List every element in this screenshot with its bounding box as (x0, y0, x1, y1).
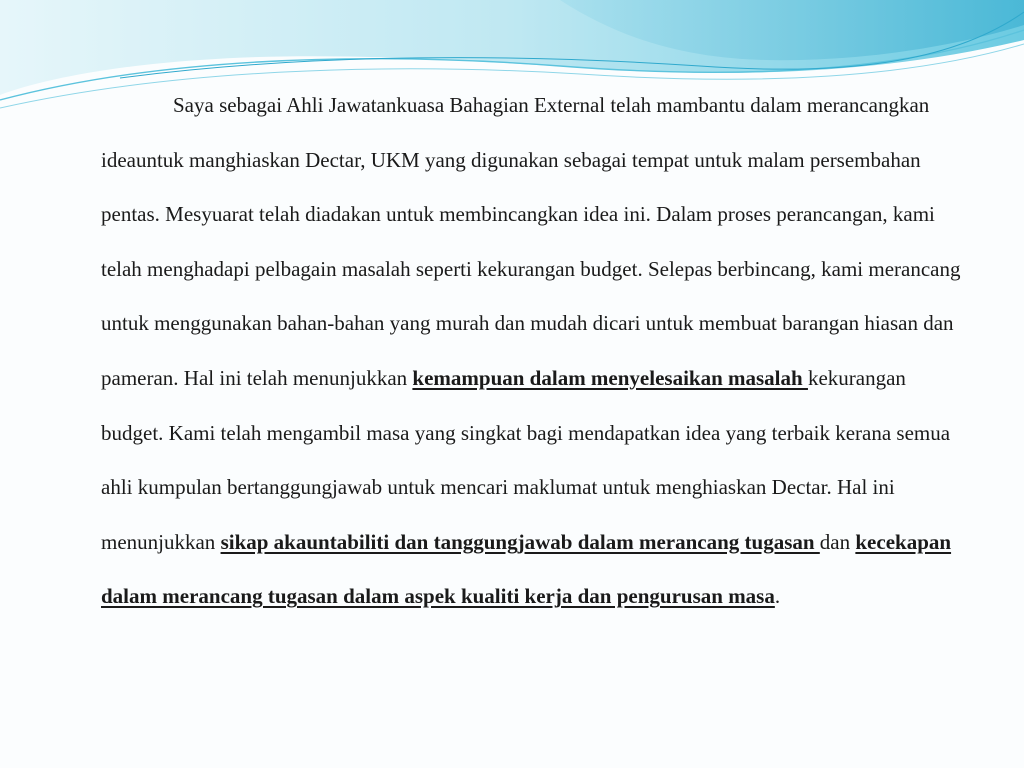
body-paragraph (101, 78, 971, 624)
emphasis-accountability: sikap akauntabiliti dan tanggungjawab dalam merancang tugasan (220, 529, 820, 554)
emphasis-efficiency: kecekapan dalam merancang tugasan dalam aspek kualiti kerja dan pengurusan masa (101, 529, 952, 609)
emphasis-problem-solving: kemampuan dalam menyelesaikan masalah (412, 365, 808, 390)
text-run-2: kekurangan budget. Kami telah mengambil masa yang singkat bagi mendapatkan idea yang terbaik kerana semua ahli kumpulan bertanggungjawab untuk mencari maklumat untuk menghiaskan Dectar. Hal ini menunjukkan (101, 365, 951, 554)
text-run-4: . (774, 584, 781, 609)
text-run-1: Saya sebagai Ahli Jawatankuasa Bahagian External telah mambantu dalam merancangkan ideauntuk manghiaskan Dectar, UKM yang digunakan sebagai tempat untuk malam persembahan pentas. Mesyuarat telah diadakan untuk membincangkan idea ini. Dalam proses perancangan, kami telah menghadapi pelbagain masalah seperti kekurangan budget. Selepas berbincang, kami merancang untuk menggunakan bahan-bahan yang murah dan mudah dicari untuk membuat barangan hiasan dan pameran. Hal ini telah menunjukkan (101, 93, 961, 390)
text-run-3: dan (819, 529, 856, 554)
